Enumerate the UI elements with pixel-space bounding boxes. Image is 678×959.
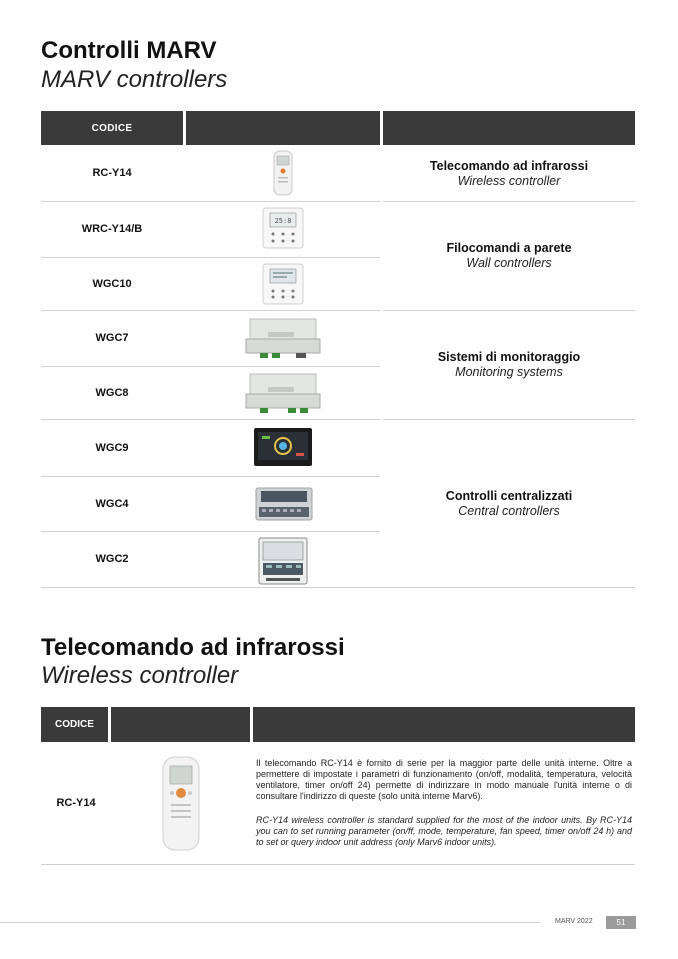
product-code: WGC9 bbox=[95, 442, 129, 454]
table-header-code: CODICE bbox=[41, 111, 183, 145]
product-code: RC-Y14 bbox=[92, 167, 132, 179]
table-header-image bbox=[111, 707, 250, 742]
gateway-box-icon bbox=[244, 317, 322, 359]
remote-control-icon bbox=[273, 150, 293, 196]
product-code: WGC2 bbox=[95, 553, 129, 565]
category-label-en: Wireless controller bbox=[457, 174, 561, 188]
remote-control-icon bbox=[162, 756, 200, 851]
category-label-en: Central controllers bbox=[458, 504, 560, 518]
product-code: RC-Y14 bbox=[56, 797, 96, 809]
category-label-it: Sistemi di monitoraggio bbox=[437, 350, 581, 364]
gateway-box-icon bbox=[244, 372, 322, 414]
row-divider bbox=[41, 531, 380, 532]
product-code: WRC-Y14/B bbox=[81, 223, 143, 235]
category-wall bbox=[383, 241, 635, 271]
central-panel-icon bbox=[255, 487, 313, 521]
row-divider bbox=[41, 257, 380, 258]
section-subtitle: MARV controllers bbox=[41, 66, 228, 93]
table-header-code: CODICE bbox=[41, 707, 108, 742]
central-controller-icon bbox=[258, 537, 308, 585]
description-italian: Il telecomando RC-Y14 è fornito di serie per la maggior parte delle unità interne. Oltre a permettere di impostate i parametri di funzionamento (on/off, modalità, temperatura, velocità ventilatore, timer on/off 24) permette di indirizzare in modo manuale l'unità interne o di consultare l'indirizzo di queste (solo unità interne Marv6). bbox=[256, 758, 632, 801]
category-label-it: Telecomando ad infrarossi bbox=[429, 159, 589, 173]
table-header-image bbox=[186, 111, 380, 145]
category-label-en: Wall controllers bbox=[466, 256, 552, 270]
row-divider bbox=[383, 310, 635, 311]
row-divider bbox=[41, 366, 380, 367]
table-header-description bbox=[253, 707, 635, 742]
footer-label: MARV 2022 bbox=[555, 918, 593, 925]
product-code: WGC7 bbox=[95, 332, 129, 344]
row-divider bbox=[41, 419, 380, 420]
category-label-it: Filocomandi a parete bbox=[446, 241, 572, 255]
category-monitoring bbox=[383, 350, 635, 380]
product-code: WGC10 bbox=[92, 278, 132, 290]
row-divider bbox=[41, 310, 380, 311]
table-header-category bbox=[383, 111, 635, 145]
row-divider bbox=[383, 419, 635, 420]
row-divider bbox=[41, 476, 380, 477]
row-divider bbox=[41, 201, 380, 202]
section-title: Telecomando ad infrarossi bbox=[41, 634, 345, 661]
category-label-it: Controlli centralizzati bbox=[445, 489, 573, 503]
svg-text:25:8: 25:8 bbox=[274, 217, 292, 225]
product-code: WGC8 bbox=[95, 387, 129, 399]
product-code: WGC4 bbox=[95, 498, 129, 510]
row-divider bbox=[41, 587, 635, 588]
wall-controller-icon bbox=[262, 263, 304, 305]
wall-controller-icon bbox=[262, 207, 304, 249]
row-divider bbox=[41, 864, 635, 865]
category-wireless bbox=[383, 159, 635, 189]
touchscreen-icon bbox=[253, 427, 313, 467]
page-number: 51 bbox=[606, 916, 636, 929]
category-label-en: Monitoring systems bbox=[455, 365, 563, 379]
footer-divider bbox=[0, 922, 540, 923]
section-title: Controlli MARV bbox=[41, 37, 217, 64]
section-subtitle: Wireless controller bbox=[41, 662, 239, 689]
category-central bbox=[383, 489, 635, 519]
row-divider bbox=[383, 201, 635, 202]
description-english: RC-Y14 wireless controller is standard supplied for the most of the indoor units. By RC-Y14 you can to set running parameter (on/ff, mode, temperature, fan speed, timer on/off 24 h) and to set or query indoor unit address (only Marv6 indoor units). bbox=[256, 815, 632, 847]
